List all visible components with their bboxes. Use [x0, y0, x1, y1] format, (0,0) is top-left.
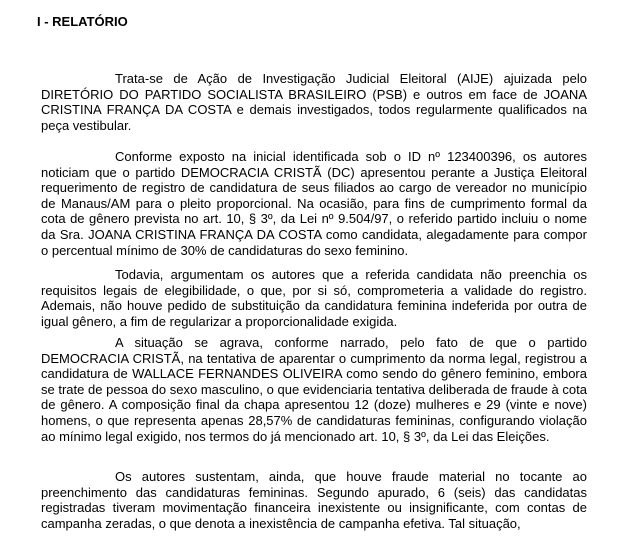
paragraph-material-fraud: Os autores sustentam, ainda, que houve fraude material no tocante ao preenchimento das candidaturas femininas. Segundo apurado, 6 (seis) das candidatas registradas tiveram movimentação financeira inexistente ou insignificante, com contas de campanha zeradas, o que denota a inexistência de campanha efetiva. Tal situação,	[41, 469, 587, 531]
paragraph-initial-allegations: Conforme exposto na inicial identificada sob o ID nº 123400396, os autores noticiam que o partido DEMOCRACIA CRISTÃ (DC) apresentou perante a Justiça Eleitoral requerimento de registro de candidatura de seus filiados ao cargo de vereador no município de Manaus/AM para o pleito proporcional. Na ocasião, para fins de cumprimento formal da cota de gênero prevista no art. 10, § 3º, da Lei nº 9.504/97, o referido partido incluiu o nome da Sra. JOANA CRISTINA FRANÇA DA COSTA como candidata, alegadamente para compor o percentual mínimo de 30% de candidaturas do sexo feminino.	[41, 149, 587, 258]
paragraph-introduction: Trata-se de Ação de Investigação Judicial Eleitoral (AIJE) ajuizada pelo DIRETÓRIO DO PARTIDO SOCIALISTA BRASILEIRO (PSB) e outros em face de JOANA CRISTINA FRANÇA DA COSTA e demais investigados, todos regularmente qualificados na peça vestibular.	[41, 71, 587, 133]
paragraph-gender-quota-fraud: A situação se agrava, conforme narrado, pelo fato de que o partido DEMOCRACIA CRISTÃ, na tentativa de aparentar o cumprimento da norma legal, registrou a candidatura de WALLACE FERNANDES OLIVEIRA como sendo do gênero feminino, embora se trate de pessoa do sexo masculino, o que evidenciaria tentativa deliberada de fraude à cota de gênero. A composição final da chapa apresentou 12 (doze) mulheres e 29 (vinte e nove) homens, o que representa apenas 28,57% de candidaturas femininas, configurando violação ao mínimo legal exigido, nos termos do já mencionado art. 10, § 3º, da Lei das Eleições.	[41, 335, 587, 444]
section-heading: I - RELATÓRIO	[37, 14, 128, 29]
paragraph-eligibility-argument: Todavia, argumentam os autores que a referida candidata não preenchia os requisitos legais de elegibilidade, o que, por si só, comprometeria a validade do registro. Ademais, não houve pedido de substituição da candidatura feminina indeferida por outra de igual gênero, a fim de regularizar a proporcionalidade exigida.	[41, 267, 587, 329]
